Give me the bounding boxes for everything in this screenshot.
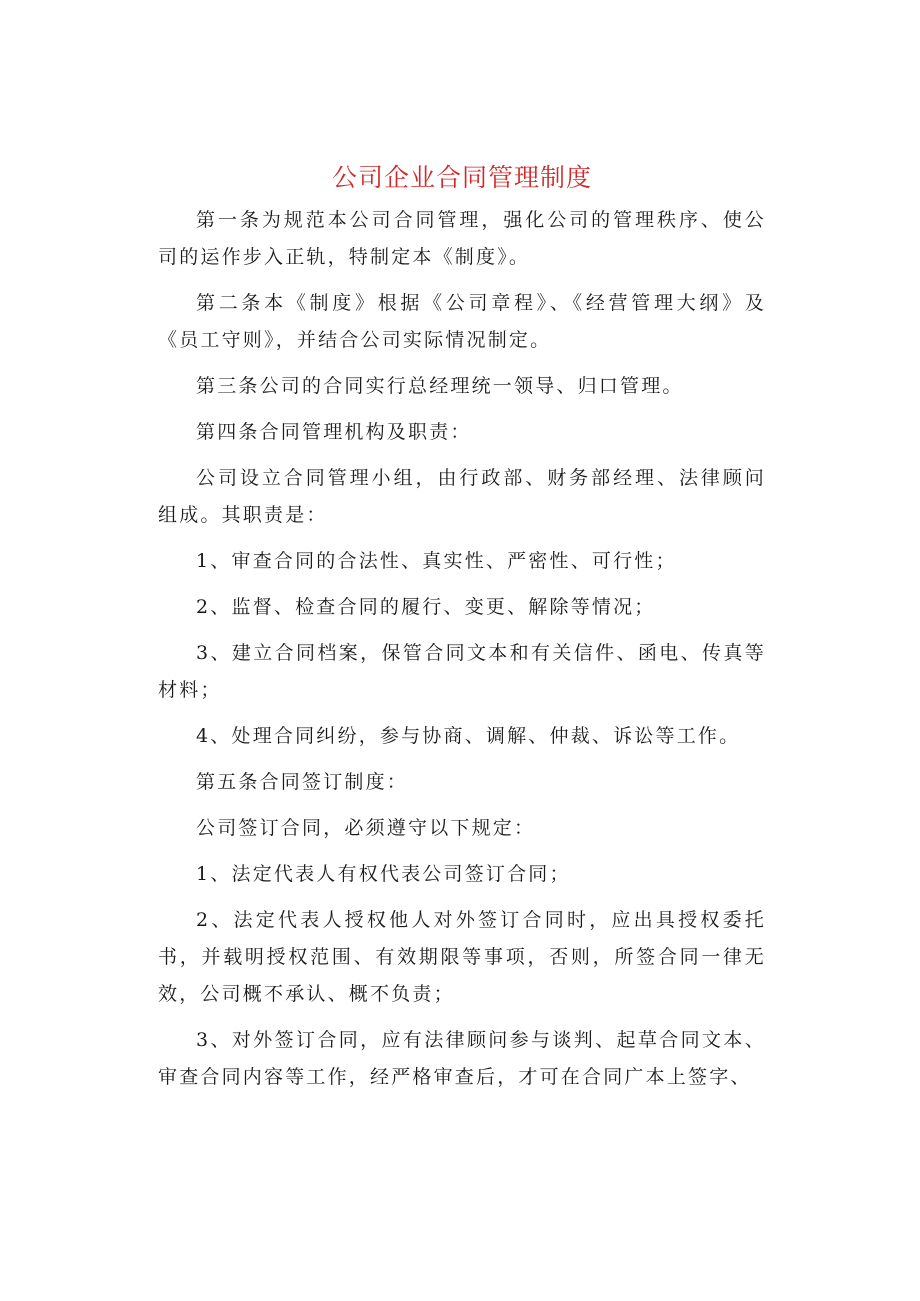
paragraph-article-4: 第四条合同管理机构及职责： bbox=[196, 421, 472, 443]
paragraph-article-5: 第五条合同签订制度： bbox=[196, 771, 409, 793]
paragraph-duty-2: 2、监督、检查合同的履行、变更、解除等情况； bbox=[196, 596, 656, 618]
document-title: 公司企业合同管理制度 bbox=[331, 163, 592, 192]
paragraph-duty-3: 3、建立合同档案，保管合同文本和有关信件、函电、传真等材料； bbox=[158, 642, 766, 701]
paragraph-article-1: 第一条为规范本公司合同管理，强化公司的管理秩序、使公司的运作步入正轨，特制定本《制度》。 bbox=[158, 209, 766, 268]
paragraph-rule-2: 2、法定代表人授权他人对外签订合同时，应出具授权委托书，并载明授权范围、有效期限等事项，否则，所签合同一律无效，公司概不承认、概不负责； bbox=[158, 909, 766, 1005]
paragraph-duty-1: 1、审查合同的合法性、真实性、严密性、可行性； bbox=[196, 550, 677, 572]
paragraph-rule-3: 3、对外签订合同，应有法律顾问参与谈判、起草合同文本、审查合同内容等工作，经严格审查后，才可在合同广本上签字、 bbox=[158, 1029, 766, 1088]
paragraph-article-3: 第三条公司的合同实行总经理统一领导、归口管理。 bbox=[196, 375, 684, 397]
paragraph-management-group: 公司设立合同管理小组，由行政部、财务部经理、法律顾问组成。其职责是： bbox=[158, 467, 766, 526]
document-body bbox=[158, 158, 766, 1105]
paragraph-signing-rules: 公司签订合同，必须遵守以下规定： bbox=[196, 817, 536, 839]
paragraph-duty-4: 4、处理合同纠纷，参与协商、调解、仲裁、诉讼等工作。 bbox=[196, 725, 741, 747]
paragraph-article-2: 第二条本《制度》根据《公司章程》、《经营管理大纲》及《员工守则》，并结合公司实际情况制定。 bbox=[158, 292, 766, 351]
paragraph-rule-1: 1、法定代表人有权代表公司签订合同； bbox=[196, 863, 571, 885]
